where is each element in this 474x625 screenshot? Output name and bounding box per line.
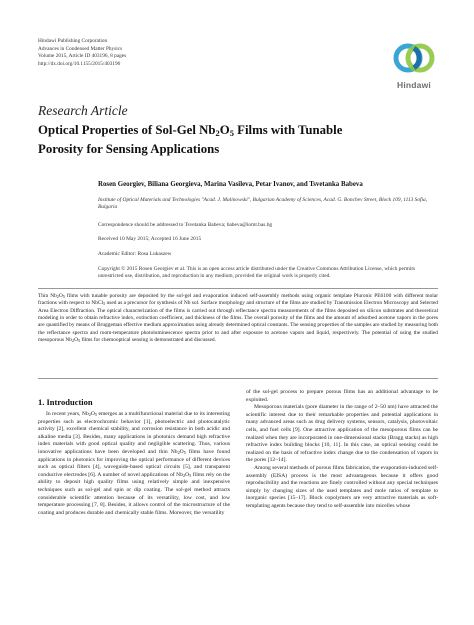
title-part2: O bbox=[219, 123, 230, 137]
paragraph-continued: of the sol-gel process to prepare porous films has an additional advantage to be exploited. bbox=[246, 389, 438, 403]
intro-paragraph: In recent years, Nb2O5 emerges as a multifunctional material due to its interesting properties such as electrochromic behavior [1], photoelectric and photocatalytic activity [2], excellent chemical stability, and corrosion resistance in both acidic and alkaline media [3]. Besides, many applications in photonics demand high refractive index materials with good optical quality and negligible scattering. Thus, various innovative applications have been developed and thin Nb2O5 films have found applications in photonics for improving the optical performance of different devices such as optical filters [4], waveguide-based optical circuits [5], and transparent conductive electrodes [6]. A number of novel applications of Nb2O5 films rely on the ability to deposit high quality films using relatively simple and inexpensive techniques such as sol-gel and spin or dip coating. The sol-gel method attracts considerable scientific attention because of its versatility, low cost, and low temperature processing [7, 8]. Besides, it allows control of the microstructure of the coating and produces durable and chemically stable films. Moreover, the versatility bbox=[38, 411, 231, 516]
title-line2: Porosity for Sensing Applications bbox=[38, 142, 220, 156]
paper-title bbox=[38, 122, 438, 157]
article-type: Research Article bbox=[38, 103, 128, 118]
academic-editor: Academic Editor: Rosa Lukaszew bbox=[98, 251, 172, 257]
title-part1: Optical Properties of Sol-Gel Nb bbox=[38, 123, 216, 137]
publisher-line: Hindawi Publishing Corporation bbox=[38, 38, 108, 44]
author-list: Rosen Georgiev, Biliana Georgieva, Marina Vasileva, Petar Ivanov, and Tsvetanka Babeva bbox=[98, 181, 363, 188]
volume-line: Volume 2015, Article ID 403196, 8 pages bbox=[38, 53, 127, 60]
divider bbox=[38, 288, 438, 289]
title-sub1: 2 bbox=[215, 128, 220, 138]
publication-info bbox=[38, 38, 126, 68]
paragraph-eisa: Among several methods of porous films fabrication, the evaporation-induced self-assembly (EISA) process is the most advantageous because it offers good reproducibility and the reactions are finely controlled without any special techniques simply by changing sizes of the used templates and mole ratios of template to inorganic species [15–17]. Block copolymers are very attractive materials as soft-templating agents because they tend to self-assemble into micelles whose bbox=[246, 464, 438, 509]
received-dates: Received 10 May 2015; Accepted 16 June 2015 bbox=[98, 236, 202, 242]
doi-link[interactable]: http://dx.doi.org/10.1155/2015/403196 bbox=[38, 60, 121, 67]
title-sub2: 5 bbox=[229, 128, 234, 138]
correspondence: Correspondence should be addressed to Tsvetanka Babeva; babeva@iomt.bas.bg bbox=[98, 222, 273, 228]
title-part3: Films with Tunable bbox=[233, 123, 343, 137]
abstract: Thin Nb2O5 films with tunable porosity are deposited by the sol-gel and evaporation induced self-assembly methods using organic template Pluronic PE6100 with different molar fractions with respect to NbCl5 used as a precursor for synthesis of Nb sol. Surface morphology and structure of the films are studied by Transmission Electron Microscopy and Selected Area Electron Diffraction. The optical characterization of the films is carried out through reflectance spectra measurements of the films deposited on silicon substrates and theoretical modeling in order to obtain refractive index, extinction coefficient, and thickness of the films. The overall porosity of the films and the amount of adsorbed acetone vapors in the pores are quantified by means of Bruggeman effective medium approximation using already determined optical constants. The sensing properties of the samples are studied by measuring both the reflectance spectra and room-temperature photoluminescence spectra prior to and after exposure to acetone vapors and liquid, respectively. The potential of using the studied mesoporous Nb2O5 films for chemooptical sensing is demonstrated and discussed. bbox=[38, 293, 438, 344]
copyright-notice: Copyright © 2015 Rosen Georgiev et al. This is an open access article distributed under the Creative Commons Attribution License, which permits unrestricted use, distribution, and reproduction in any medium, provided the original work is properly cited. bbox=[98, 266, 415, 280]
left-column bbox=[38, 411, 230, 517]
divider bbox=[38, 378, 438, 379]
right-column bbox=[246, 389, 438, 511]
journal-line: Advances in Condensed Matter Physics bbox=[38, 45, 123, 52]
affiliation: Institute of Optical Materials and Technologies "Acad. J. Malinowski", Bulgarian Academy of Sciences, Acad. G. Bonchev Street, Block 109, 1113 Sofia, Bulgaria bbox=[98, 197, 428, 211]
hindawi-logo-text: Hindawi bbox=[397, 80, 431, 90]
section-heading-introduction: 1. Introduction bbox=[38, 397, 93, 407]
paragraph-mesoporous: Mesoporous materials (pore diameter in the range of 2–50 nm) have attracted the scientific interest due to their remarkable properties and potential applications in many advanced areas such as drug delivery systems, sensors, catalysis, photovoltaic cells, and fuel cells [9]. One attractive application of the mesoporous films can be realized when they are incorporated in one-dimensional stacks (Bragg stacks) as high refractive index building blocks [10, 11]. In this case, an optical sensing could be realized on the basis of refractive index change due to the condensation of vapors in the pores [12–14]. bbox=[246, 404, 438, 464]
